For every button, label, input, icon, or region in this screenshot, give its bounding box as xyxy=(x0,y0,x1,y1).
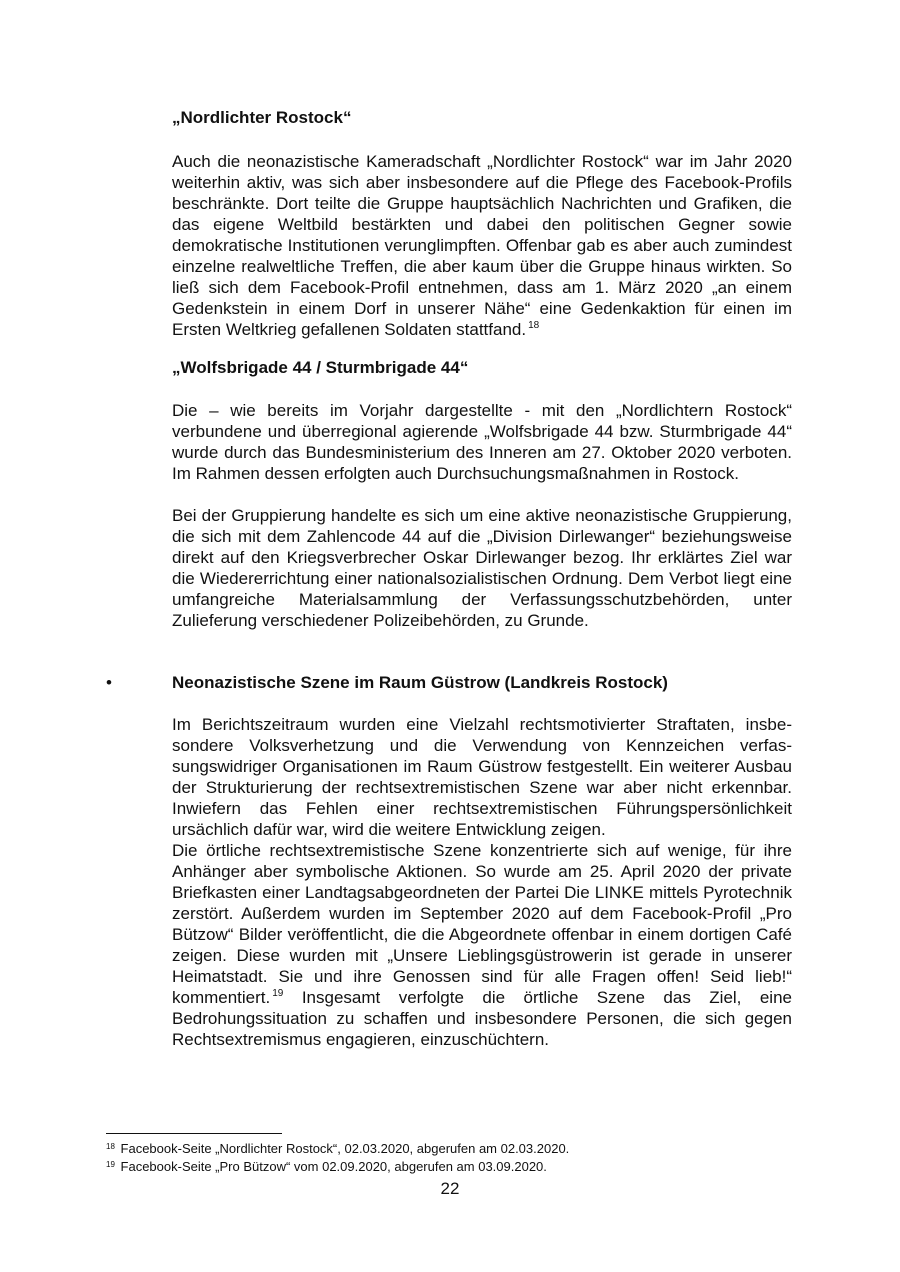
footnote-19-text: Facebook-Seite „Pro Bützow“ vom 02.09.2020, abgerufen am 03.09.2020. xyxy=(116,1159,547,1174)
bullet-icon: • xyxy=(106,673,112,692)
paragraph-nordlichter-text: Auch die neonazistische Kameradschaft „Nordlichter Rostock“ war im Jahr 2020 weiterhin aktiv, was sich aber insbesondere auf die Pflege des Facebook-Profils beschränkte. Dort teilte die Gruppe hauptsächlich Nachrichten und Grafiken, die das eigene Weltbild bestärkten und dabei den politischen Gegner sowie demokratische Institutionen verunglimpften. Offenbar gab es aber auch zumindest einzelne realweltliche Treffen, die aber kaum über die Gruppe hinaus wirkten. So ließ sich dem Facebook-Profil entnehmen, dass am 1. März 2020 „an einem Gedenkstein in einem Dorf in unserer Nähe“ eine Gedenkaktion für einen im Ersten Weltkrieg gefallenen Soldaten stattfand. xyxy=(172,152,792,339)
footnote-19 xyxy=(106,1159,547,1175)
footnote-18 xyxy=(106,1141,569,1157)
page-number: 22 xyxy=(440,1179,460,1198)
paragraph-wolfsbrigade-2: Bei der Gruppierung handelte es sich um eine aktive neonazistische Gruppierung, die sich mit dem Zahlencode 44 auf die „Division Dirlewanger“ beziehungsweise direkt auf den Kriegsverbrecher Oskar Dirlewanger bezog. Ihr erklärtes Ziel war die Wiedererrichtung einer nationalsozialistischen Ordnung. Dem Verbot liegt eine umfangreiche Materialsammlung der Verfassungsschutzbehörden, unter Zulieferung verschiedener Polizeibehörden, zu Grunde. xyxy=(172,506,792,630)
footnote-ref-18[interactable]: 18 xyxy=(528,320,540,331)
paragraph-guestrow-2 xyxy=(172,840,792,1050)
footnote-18-number: 18 xyxy=(106,1142,115,1151)
heading-wolfsbrigade: „Wolfsbrigade 44 / Sturmbrigade 44“ xyxy=(172,358,469,377)
heading-guestrow: Neonazistische Szene im Raum Güstrow (Landkreis Rostock) xyxy=(172,673,668,692)
paragraph-guestrow-1: Im Berichtszeitraum wurden eine Vielzahl rechtsmotivierter Straftaten, insbesondere Volksverhetzung und die Verwendung von Kennzeichen verfassungswidriger Organisationen im Raum Güstrow festgestellt. Ein weiterer Ausbau der Strukturierung der rechtsextremistischen Szene war aber nicht erkennbar. Inwiefern das Fehlen einer rechtsextremistischen Führungspersönlichkeit ursächlich dafür war, wird die weitere Entwicklung zeigen. xyxy=(172,715,792,839)
footnote-19-number: 19 xyxy=(106,1160,115,1169)
footnote-ref-19[interactable]: 19 xyxy=(272,988,284,999)
footnote-18-text: Facebook-Seite „Nordlichter Rostock“, 02.03.2020, abgerufen am 02.03.2020. xyxy=(116,1141,570,1156)
paragraph-guestrow-2-text-b: Insgesamt verfolgte die örtliche Szene das Ziel, eine Bedrohungssituation zu schaffen und insbesondere Personen, die sich gegen Rechtsextremismus engagieren, einzuschüchtern. xyxy=(172,988,792,1049)
paragraph-guestrow-2-text-a: Die örtliche rechtsextremistische Szene konzentrierte sich auf wenige, für ihre Anhänger aber symbolische Aktionen. So wurde am 25. April 2020 der private Briefkasten einer Landtagsabgeordneten der Partei Die LINKE mittels Pyrotechnik zerstört. Außerdem wurden im September 2020 auf dem Facebook-Profil „Pro Bützow“ Bilder veröffentlicht, die die Abgeordnete offenbar in einem dortigen Café zeigen. Diese wurden mit „Unsere Lieblingsgüstrowerin ist gerade in unserer Heimatstadt. Sie und ihre Genossen sind für alle Fragen offen! Seid lieb!“ kommentiert. xyxy=(172,841,792,1007)
heading-nordlichter-rostock: „Nordlichter Rostock“ xyxy=(172,108,352,127)
paragraph-wolfsbrigade-1: Die – wie bereits im Vorjahr dargestellte - mit den „Nordlichtern Rostock“ verbundene und überregional agierende „Wolfsbrigade 44 bzw. Sturmbrigade 44“ wurde durch das Bundesministerium des Inneren am 27. Oktober 2020 verboten. Im Rahmen dessen erfolgten auch Durchsuchungsmaßnahmen in Rostock. xyxy=(172,401,792,483)
footnote-divider xyxy=(106,1133,282,1134)
paragraph-nordlichter xyxy=(172,151,792,340)
